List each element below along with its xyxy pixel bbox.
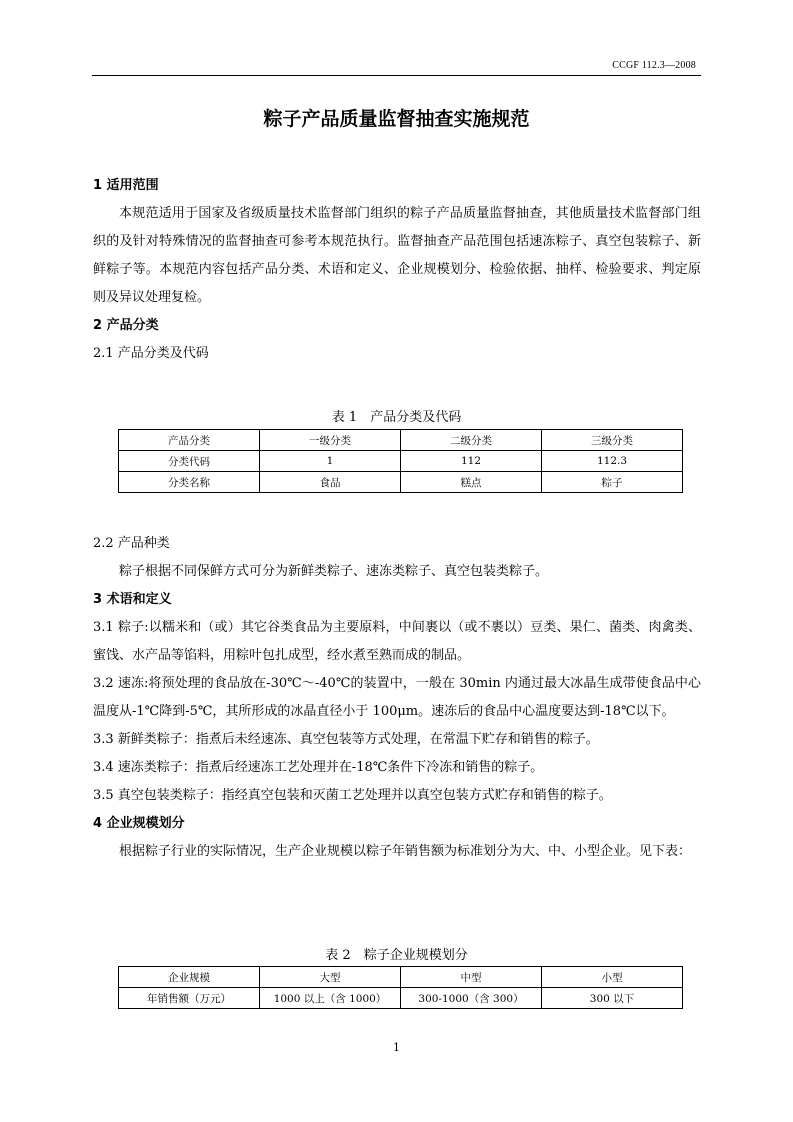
section-3-heading: 3 术语和定义: [93, 592, 172, 607]
section-1-heading: 1 适用范围: [93, 178, 159, 193]
table-cell: 产品分类: [119, 430, 260, 451]
standard-code: CCGF 112.3—2008: [612, 60, 696, 71]
table-cell: 大型: [260, 967, 401, 988]
page-number: 1: [393, 1041, 400, 1054]
table-row: [119, 988, 683, 1009]
term-3-2: 3.2 速冻:将预处理的食品放在-30℃～-40℃的装置中，一般在 30min 内通过最大冰晶生成带使食品中心温度从-1℃降到-5℃，其所形成的冰晶直径小于 100μm。速冻后的食品中心温度要达到-18℃以下。: [93, 676, 701, 719]
table-1-caption: 表 1 产品分类及代码: [331, 410, 462, 425]
section-2-1-heading: 2.1 产品分类及代码: [93, 346, 209, 361]
term-3-1: 3.1 粽子:以糯米和（或）其它谷类食品为主要原料，中间裹以（或不裹以）豆类、果仁、菌类、肉禽类、蜜饯、水产品等馅料，用粽叶包扎成型，经水煮至熟而成的制品。: [93, 620, 701, 663]
section-1: [93, 172, 701, 368]
section-2-heading: 2 产品分类: [93, 318, 159, 333]
table-cell: 三级分类: [542, 430, 683, 451]
table-cell: 一级分类: [260, 430, 401, 451]
table-cell: 1: [260, 451, 401, 472]
term-3-4: 3.4 速冻类粽子：指煮后经速冻工艺处理并在-18℃条件下冷冻和销售的粽子。: [93, 760, 544, 775]
table-row: [119, 967, 683, 988]
table-2-caption: 表 2 粽子企业规模划分: [325, 948, 468, 963]
table-cell: 二级分类: [401, 430, 542, 451]
section-4-heading: 4 企业规模划分: [93, 816, 185, 831]
table-row: [119, 472, 683, 493]
term-3-3: 3.3 新鲜类粽子：指煮后未经速冻、真空包装等方式处理，在常温下贮存和销售的粽子。: [93, 732, 599, 747]
table-cell: 食品: [260, 472, 401, 493]
section-1-body: 本规范适用于国家及省级质量技术监督部门组织的粽子产品质量监督抽查，其他质量技术监督部门组织的及针对特殊情况的监督抽查可参考本规范执行。监督抽查产品范围包括速冻粽子、真空包装粽子、新鲜粽子等。本规范内容包括产品分类、术语和定义、企业规模划分、检验依据、抽样、检验要求、判定原则及异议处理复检。: [93, 206, 701, 305]
table-cell: 分类名称: [119, 472, 260, 493]
table-row: [119, 451, 683, 472]
section-2-2-to-4: [93, 530, 701, 866]
table-2: [118, 966, 683, 1009]
table-cell: 300-1000（含 300）: [401, 988, 542, 1009]
table-1: [118, 429, 683, 493]
table-cell: 112.3: [542, 451, 683, 472]
table-row: [119, 430, 683, 451]
table-cell: 小型: [542, 967, 683, 988]
table-cell: 糕点: [401, 472, 542, 493]
table-cell: 年销售额（万元）: [119, 988, 260, 1009]
term-3-5: 3.5 真空包装类粽子：指经真空包装和灭菌工艺处理并以真空包装方式贮存和销售的粽子。: [93, 788, 612, 803]
section-4-body: 根据粽子行业的实际情况，生产企业规模以粽子年销售额为标准划分为大、中、小型企业。见下表：: [119, 844, 692, 859]
header-rule: [92, 75, 701, 76]
table-cell: 1000 以上（含 1000）: [260, 988, 401, 1009]
section-2-2-heading: 2.2 产品种类: [93, 536, 170, 551]
table-cell: 112: [401, 451, 542, 472]
document-title: 粽子产品质量监督抽查实施规范: [263, 108, 530, 130]
table-cell: 中型: [401, 967, 542, 988]
table-cell: 粽子: [542, 472, 683, 493]
section-2-2-body: 粽子根据不同保鲜方式可分为新鲜类粽子、速冻类粽子、真空包装类粽子。: [119, 564, 549, 579]
table-cell: 企业规模: [119, 967, 260, 988]
table-cell: 分类代码: [119, 451, 260, 472]
table-cell: 300 以下: [542, 988, 683, 1009]
